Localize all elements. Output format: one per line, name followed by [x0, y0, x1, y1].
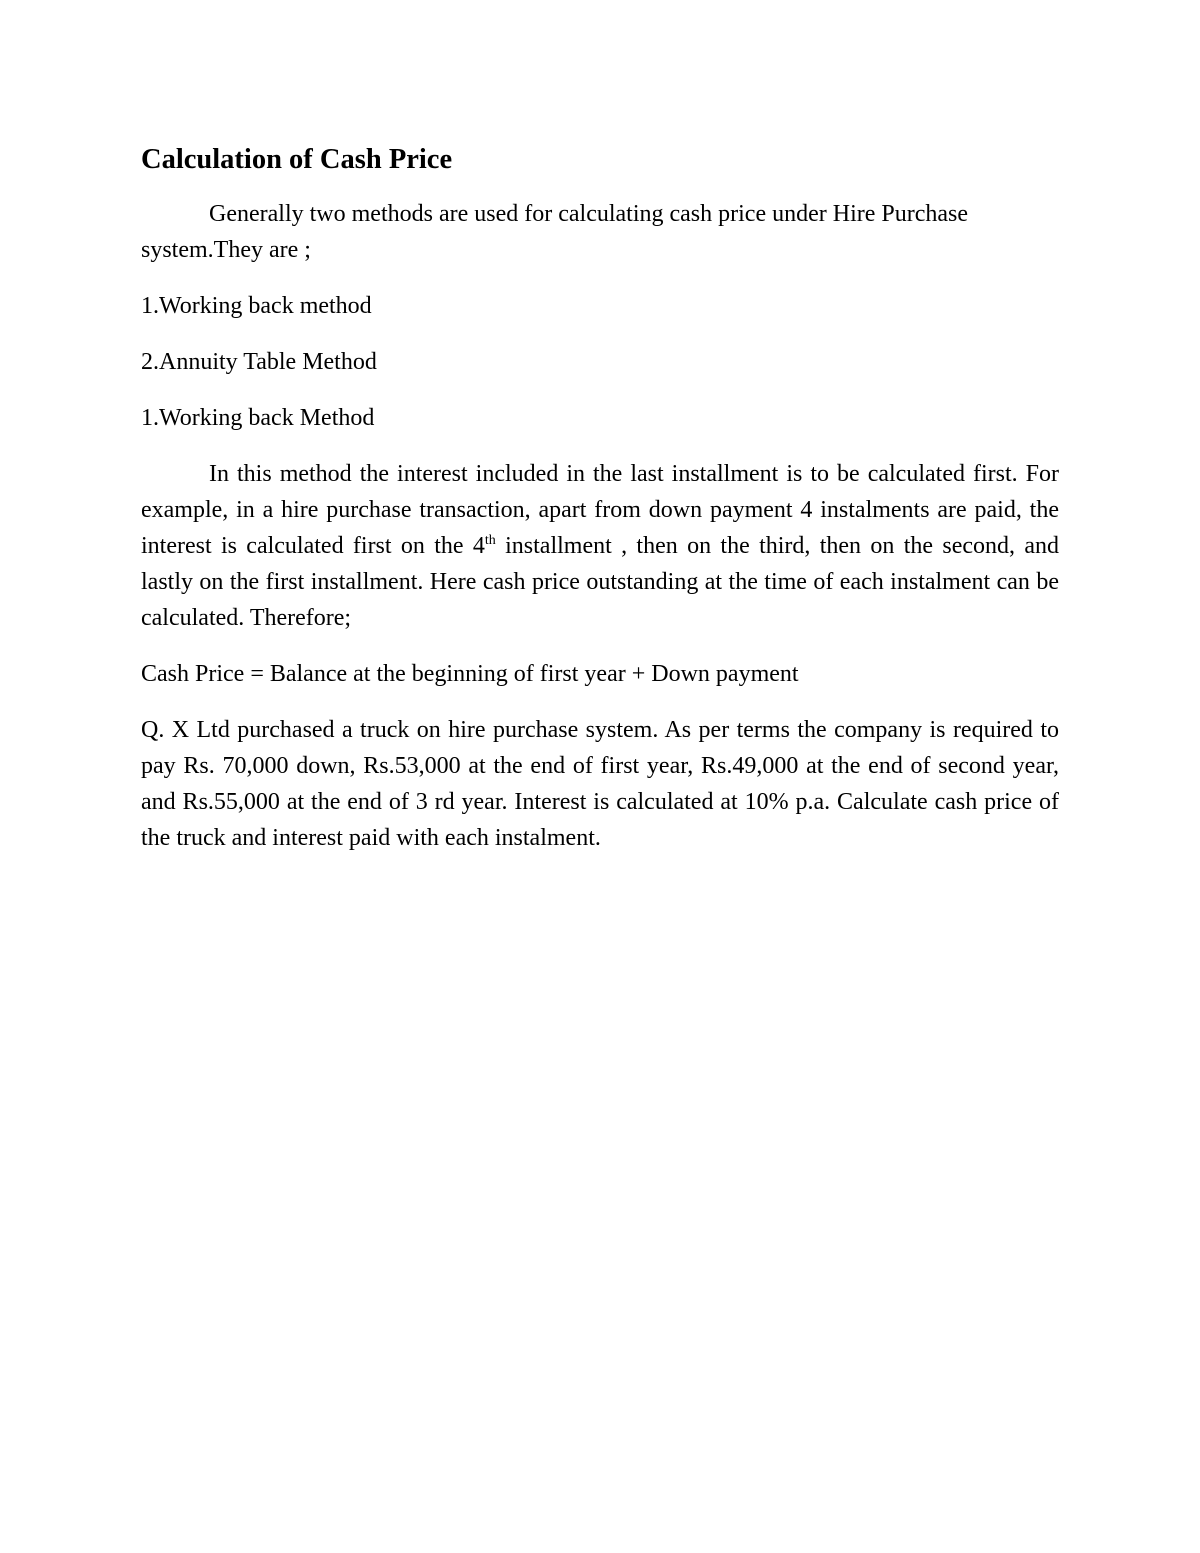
intro-paragraph: Generally two methods are used for calculating cash price under Hire Purchase system.They are ; — [141, 201, 969, 263]
section-heading: 1.Working back Method — [141, 405, 375, 431]
question-paragraph: Q. X Ltd purchased a truck on hire purchase system. As per terms the company is required to pay Rs. 70,000 down, Rs.53,000 at the end of first year, Rs.49,000 at the end of second year, and Rs.55,000 at the end of 3 rd year. Interest is calculated at 10% p.a. Calculate cash price of the truck and interest paid with each instalment. — [141, 717, 1059, 851]
method-paragraph-text: installment , then on the third, then on the second, and lastly on the first installment. Here cash price outstanding at the time of each instalment can be calculated. Therefore; — [141, 533, 1059, 631]
document-page — [141, 140, 1059, 856]
method-paragraph-text: In this method the interest included in the last installment is to be calculated first. For example, in a hire purchase transaction, apart from down payment 4 instalments are paid, the interest is calculated first on the 4 — [141, 461, 1059, 559]
ordinal-superscript: th — [484, 533, 496, 548]
document-title: Calculation of Cash Price — [141, 144, 453, 175]
method-list-item: 1.Working back method — [141, 293, 372, 319]
method-list-item: 2.Annuity Table Method — [141, 349, 377, 375]
cash-price-formula: Cash Price = Balance at the beginning of first year + Down payment — [141, 661, 799, 687]
method-paragraph — [141, 456, 1059, 636]
